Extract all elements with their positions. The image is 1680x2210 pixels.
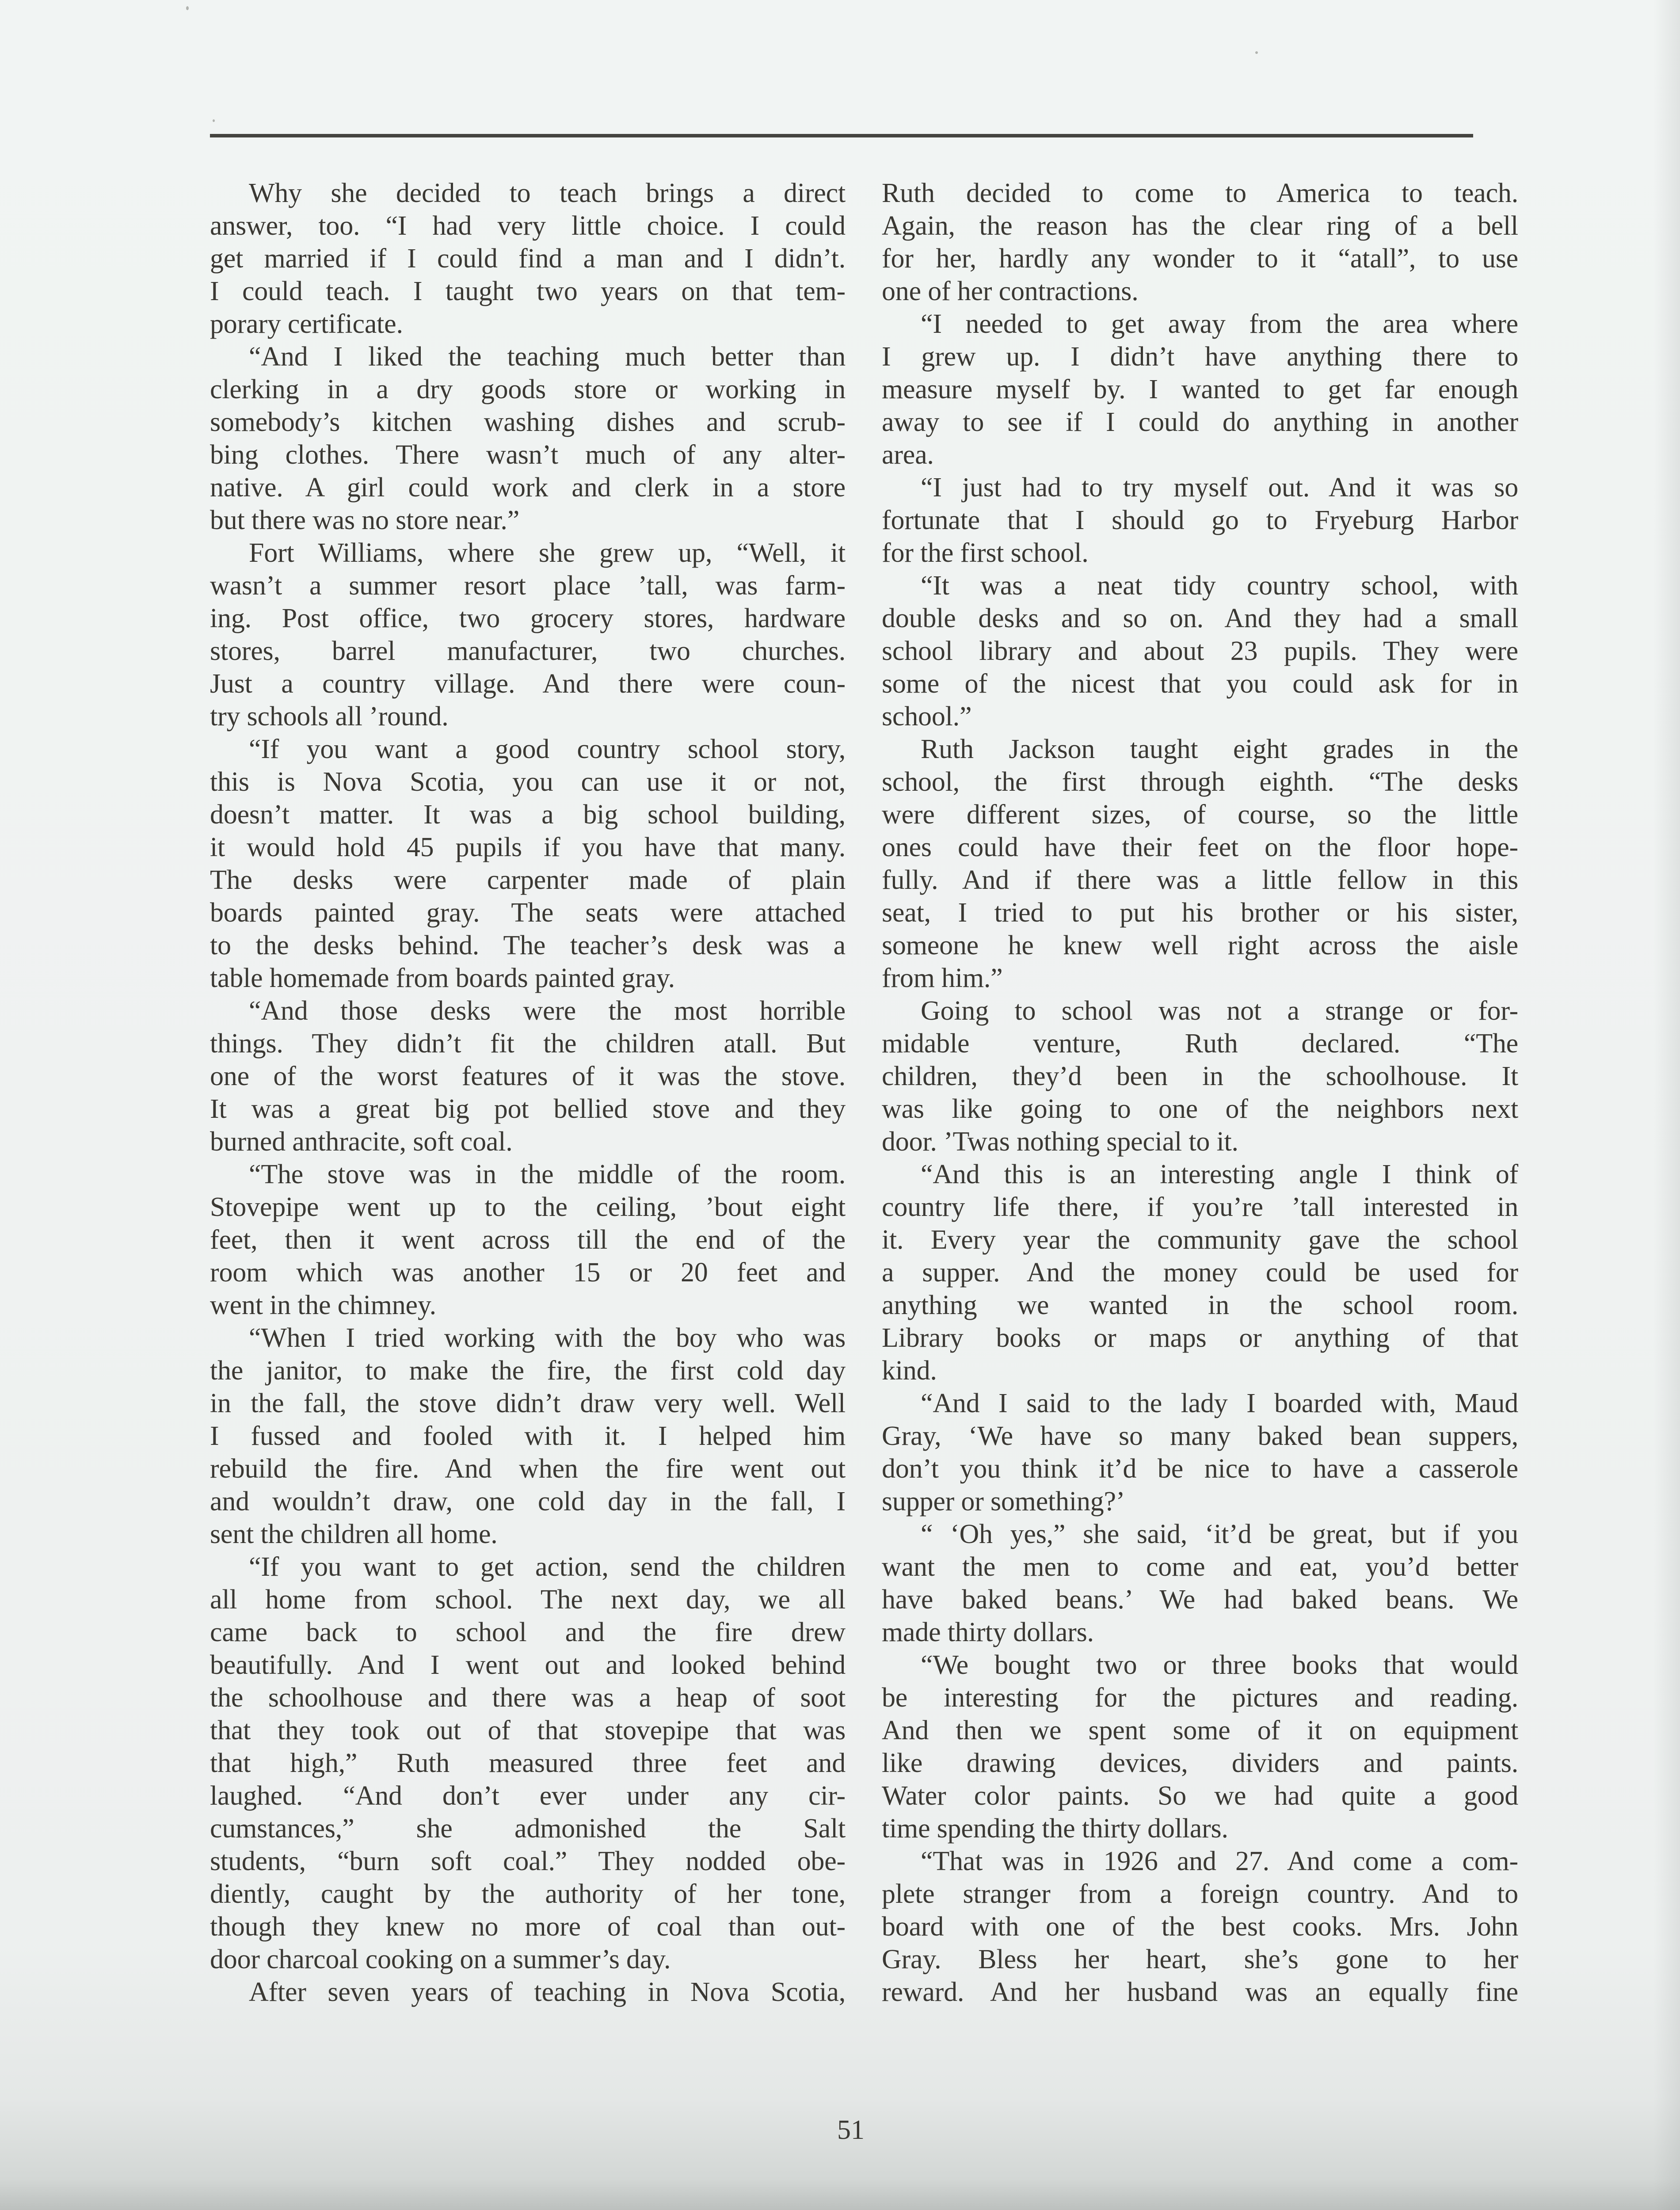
text-line: “And this is an interesting angle I think of (921, 1159, 1518, 1189)
text-line: were different sizes, of course, so the little (882, 800, 1518, 830)
top-rule (210, 134, 1473, 137)
paragraph (882, 471, 1518, 569)
paragraph (210, 1322, 846, 1551)
paragraph (882, 1387, 1518, 1518)
text-line: someone he knew well right across the aisle (882, 930, 1518, 960)
text-line: beautifully. And I went out and looked behind (210, 1650, 846, 1680)
text-line: for her, hardly any wonder to it “atall”, to use (882, 244, 1518, 274)
left-column (210, 177, 846, 2008)
text-line: school.” (882, 701, 972, 732)
text-line: “ ‘Oh yes,” she said, ‘it’d be great, but if you (921, 1519, 1518, 1549)
text-line: bing clothes. There wasn’t much of any alter- (210, 440, 846, 470)
text-line: kind. (882, 1356, 937, 1386)
text-line: “If you want to get action, send the children (249, 1552, 846, 1582)
text-line: Stovepipe went up to the ceiling, ’bout eight (210, 1192, 846, 1222)
text-line: school library and about 23 pupils. They were (882, 636, 1518, 666)
text-line: “And I liked the teaching much better than (249, 342, 846, 372)
text-line: “When I tried working with the boy who was (249, 1323, 846, 1353)
text-line: somebody’s kitchen washing dishes and scrub- (210, 407, 846, 437)
text-line: some of the nicest that you could ask for in (882, 669, 1518, 699)
text-line: try schools all ’round. (210, 701, 449, 732)
text-line: porary certificate. (210, 309, 403, 339)
right-column (882, 177, 1518, 2008)
text-line: but there was no store near.” (210, 505, 520, 535)
text-line: “The stove was in the middle of the room. (249, 1159, 846, 1189)
text-line: a supper. And the money could be used for (882, 1257, 1518, 1288)
text-line: “That was in 1926 and 27. And come a com- (921, 1846, 1518, 1876)
text-line: stores, barrel manufacturer, two churches. (210, 636, 846, 666)
text-line: to the desks behind. The teacher’s desk was a (210, 930, 846, 960)
text-line: reward. And her husband was an equally fine (882, 1977, 1518, 2007)
paragraph (882, 1845, 1518, 2008)
paragraph (882, 1649, 1518, 1845)
page-number: 51 (837, 2115, 865, 2145)
paragraph (210, 340, 846, 537)
text-line: Ruth Jackson taught eight grades in the (921, 734, 1518, 764)
paragraph (210, 1976, 846, 2008)
paper-speck (213, 119, 215, 122)
text-line: And then we spent some of it on equipment (882, 1715, 1518, 1745)
text-line: Gray, ‘We have so many baked bean suppers, (882, 1421, 1518, 1451)
text-line: It was a great big pot bellied stove and they (210, 1094, 846, 1124)
text-line: Gray. Bless her heart, she’s gone to her (882, 1944, 1518, 1974)
text-line: seat, I tried to put his brother or his sister, (882, 898, 1518, 928)
paper-speck (1255, 51, 1258, 54)
text-line: was like going to one of the neighbors next (882, 1094, 1518, 1124)
text-line: for the first school. (882, 538, 1089, 568)
text-line: burned anthracite, soft coal. (210, 1127, 513, 1157)
text-line: children, they’d been in the schoolhouse. It (882, 1061, 1518, 1091)
text-line: want the men to come and eat, you’d better (882, 1552, 1518, 1582)
text-line: the schoolhouse and there was a heap of soot (210, 1683, 846, 1713)
text-line: wasn’t a summer resort place ’tall, was farm- (210, 571, 846, 601)
text-line: have baked beans.’ We had baked beans. We (882, 1585, 1518, 1615)
text-line: Just a country village. And there were coun- (210, 669, 846, 699)
text-line: “I just had to try myself out. And it was so (921, 472, 1518, 503)
text-line: time spending the thirty dollars. (882, 1814, 1228, 1844)
paragraph (882, 177, 1518, 308)
text-line: school, the first through eighth. “The desks (882, 767, 1518, 797)
paragraph (210, 733, 846, 994)
text-line: plete stranger from a foreign country. And to (882, 1879, 1518, 1909)
text-line: doesn’t matter. It was a big school building, (210, 800, 846, 830)
text-line: native. A girl could work and clerk in a store (210, 472, 846, 503)
text-line: be interesting for the pictures and reading. (882, 1683, 1518, 1713)
text-line: “And I said to the lady I boarded with, Maud (921, 1388, 1518, 1418)
paragraph (882, 1518, 1518, 1649)
paragraph (210, 1551, 846, 1976)
text-line: “It was a neat tidy country school, with (921, 571, 1518, 601)
paragraph (210, 177, 846, 340)
text-line: answer, too. “I had very little choice. I could (210, 211, 846, 241)
text-line: room which was another 15 or 20 feet and (210, 1257, 846, 1288)
text-line: ing. Post office, two grocery stores, hardware (210, 603, 846, 633)
text-line: After seven years of teaching in Nova Scotia, (249, 1977, 846, 2007)
text-line: it. Every year the community gave the school (882, 1225, 1518, 1255)
text-line: though they knew no more of coal than out- (210, 1912, 846, 1942)
text-line: Again, the reason has the clear ring of a bell (882, 211, 1518, 241)
text-line: supper or something?’ (882, 1486, 1125, 1517)
text-line: cumstances,” she admonished the Salt (210, 1814, 846, 1844)
text-line: one of her contractions. (882, 276, 1139, 306)
text-line: I fussed and fooled with it. I helped him (210, 1421, 846, 1451)
text-line: this is Nova Scotia, you can use it or not, (210, 767, 846, 797)
paragraph (882, 569, 1518, 733)
text-line: all home from school. The next day, we all (210, 1585, 846, 1615)
text-line: clerking in a dry goods store or working in (210, 374, 846, 404)
text-line: fully. And if there was a little fellow in this (882, 865, 1518, 895)
scan-edge-shadow (1653, 0, 1680, 2210)
text-line: rebuild the fire. And when the fire went out (210, 1454, 846, 1484)
text-line: don’t you think it’d be nice to have a casserole (882, 1454, 1518, 1484)
text-line: “And those desks were the most horrible (249, 996, 846, 1026)
text-line: sent the children all home. (210, 1519, 498, 1549)
text-line: went in the chimney. (210, 1290, 436, 1320)
text-line: made thirty dollars. (882, 1617, 1094, 1647)
paragraph (210, 1158, 846, 1322)
text-line: Fort Williams, where she grew up, “Well, it (249, 538, 846, 568)
text-line: ones could have their feet on the floor hope- (882, 832, 1518, 862)
text-line: door charcoal cooking on a summer’s day. (210, 1944, 671, 1974)
text-line: it would hold 45 pupils if you have that many. (210, 832, 846, 862)
text-line: door. ’Twas nothing special to it. (882, 1127, 1238, 1157)
text-line: diently, caught by the authority of her tone, (210, 1879, 846, 1909)
text-line: came back to school and the fire drew (210, 1617, 846, 1647)
text-line: I could teach. I taught two years on that tem- (210, 276, 846, 306)
text-line: area. (882, 440, 934, 470)
text-line: the janitor, to make the fire, the first cold day (210, 1356, 846, 1386)
text-line: The desks were carpenter made of plain (210, 865, 846, 895)
text-line: measure myself by. I wanted to get far enough (882, 374, 1518, 404)
text-line: away to see if I could do anything in another (882, 407, 1518, 437)
text-line: get married if I could find a man and I didn’t. (210, 244, 846, 274)
text-line: fortunate that I should go to Fryeburg Harbor (882, 505, 1518, 535)
text-line: I grew up. I didn’t have anything there to (882, 342, 1518, 372)
text-line: midable venture, Ruth declared. “The (882, 1029, 1518, 1059)
paragraph (882, 308, 1518, 471)
text-line: “We bought two or three books that would (921, 1650, 1518, 1680)
text-line: that high,” Ruth measured three feet and (210, 1748, 846, 1778)
text-line: double desks and so on. And they had a small (882, 603, 1518, 633)
text-line: Water color paints. So we had quite a good (882, 1781, 1518, 1811)
text-line: boards painted gray. The seats were attached (210, 898, 846, 928)
paragraph (882, 733, 1518, 994)
text-line: Why she decided to teach brings a direct (249, 178, 846, 208)
text-line: Going to school was not a strange or for- (921, 996, 1518, 1026)
text-line: and wouldn’t draw, one cold day in the fall, I (210, 1486, 846, 1517)
paper-speck (186, 6, 189, 10)
text-line: Library books or maps or anything of that (882, 1323, 1518, 1353)
paragraph (210, 537, 846, 733)
paragraph (210, 994, 846, 1158)
text-line: from him.” (882, 963, 1003, 993)
text-line: anything we wanted in the school room. (882, 1290, 1518, 1320)
text-line: that they took out of that stovepipe that was (210, 1715, 846, 1745)
text-line: “I needed to get away from the area where (921, 309, 1518, 339)
text-line: feet, then it went across till the end of the (210, 1225, 846, 1255)
text-line: in the fall, the stove didn’t draw very well. Well (210, 1388, 846, 1418)
text-line: laughed. “And don’t ever under any cir- (210, 1781, 846, 1811)
text-line: one of the worst features of it was the stove. (210, 1061, 846, 1091)
text-line: board with one of the best cooks. Mrs. John (882, 1912, 1518, 1942)
paragraph (882, 994, 1518, 1158)
text-line: “If you want a good country school story, (249, 734, 846, 764)
text-line: like drawing devices, dividers and paints. (882, 1748, 1518, 1778)
paragraph (882, 1158, 1518, 1387)
text-line: students, “burn soft coal.” They nodded obe- (210, 1846, 846, 1876)
text-line: Ruth decided to come to America to teach. (882, 178, 1518, 208)
text-line: table homemade from boards painted gray. (210, 963, 675, 993)
text-line: things. They didn’t fit the children atall. But (210, 1029, 846, 1059)
text-line: country life there, if you’re ’tall interested in (882, 1192, 1518, 1222)
